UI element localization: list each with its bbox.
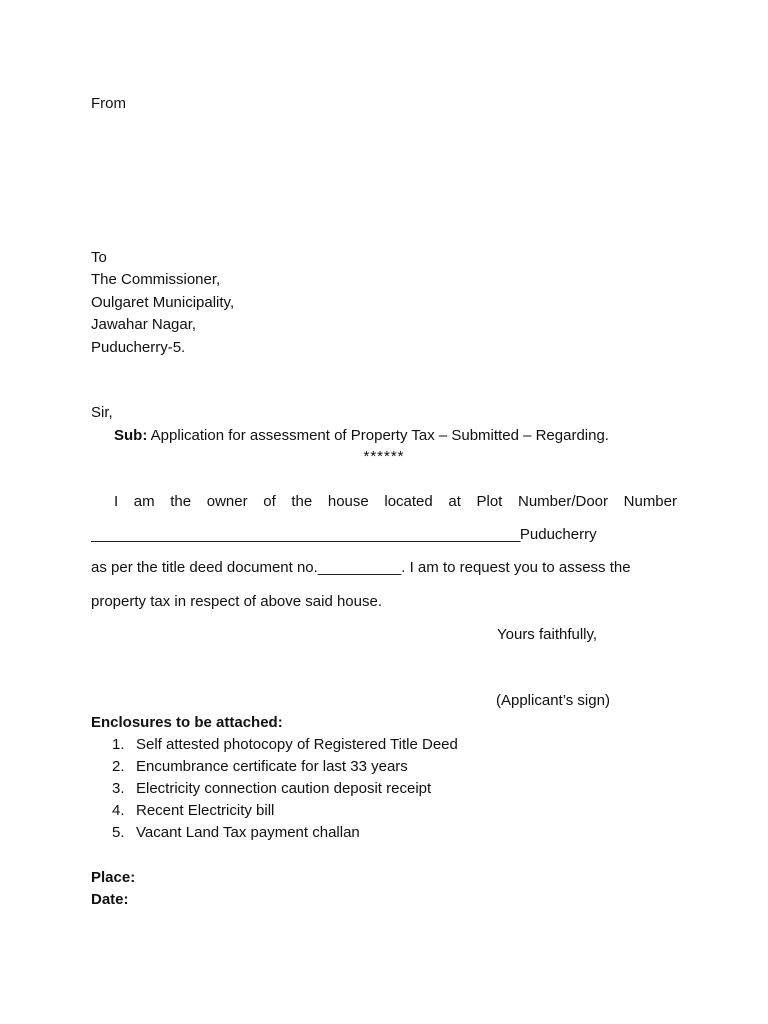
body-text: as per the title deed document no.: [91, 559, 318, 576]
body-word: house: [327, 493, 369, 510]
enclosures-list: [91, 734, 458, 844]
enclosures-title: Enclosures to be attached:: [91, 714, 283, 731]
subject-line: [114, 425, 609, 447]
list-number: 2.: [112, 758, 125, 775]
body-word: Number: [623, 493, 677, 510]
list-number: 1.: [112, 736, 125, 753]
list-text: Encumbrance certificate for last 33 years: [136, 758, 408, 775]
recipient-line: The Commissioner,: [91, 271, 221, 288]
body-word: of: [263, 493, 276, 510]
body-line-2: [91, 524, 677, 546]
body-word: am: [133, 493, 155, 510]
date-label: Date:: [91, 891, 129, 908]
list-number: 5.: [112, 824, 125, 841]
body-line-1: [114, 491, 677, 513]
body-word: at: [448, 493, 461, 510]
list-text: Self attested photocopy of Registered Title Deed: [136, 736, 458, 753]
list-number: 3.: [112, 780, 125, 797]
body-line-3: [91, 557, 631, 579]
deed-number-blank: __________: [317, 559, 402, 576]
list-number: 4.: [112, 802, 125, 819]
from-label: From: [91, 95, 126, 112]
list-text: Vacant Land Tax payment challan: [136, 824, 360, 841]
closing-yours: Yours faithfully,: [497, 626, 598, 643]
salutation: Sir,: [91, 404, 113, 421]
recipient-line: Puducherry-5.: [91, 339, 186, 356]
body-text: . I am to request you to assess the: [401, 559, 631, 576]
applicant-sign: (Applicant’s sign): [496, 692, 610, 709]
list-item: [112, 800, 458, 822]
separator-stars: ******: [363, 448, 405, 465]
body-word: located: [384, 493, 433, 510]
body-word: owner: [206, 493, 248, 510]
list-item: [112, 822, 458, 844]
body-word: the: [170, 493, 192, 510]
body-word: Number/Door: [517, 493, 609, 510]
list-text: Electricity connection caution deposit receipt: [136, 780, 432, 797]
to-label: To: [91, 249, 107, 266]
place-label: Place:: [91, 869, 136, 886]
recipient-line: Jawahar Nagar,: [91, 316, 197, 333]
subject-text: Application for assessment of Property Tax – Submitted – Regarding.: [147, 427, 609, 444]
list-text: Recent Electricity bill: [136, 802, 275, 819]
body-city: Puducherry: [519, 526, 597, 543]
subject-label: Sub:: [114, 427, 148, 444]
body-word: the: [291, 493, 313, 510]
list-item: [112, 778, 458, 800]
body-word: I: [114, 493, 119, 510]
recipient-line: Oulgaret Municipality,: [91, 294, 235, 311]
door-number-blank: ______________________________________________________: [91, 526, 520, 543]
list-item: [112, 734, 458, 756]
body-line-4: property tax in respect of above said house.: [91, 593, 383, 610]
list-item: [112, 756, 458, 778]
body-word: Plot: [476, 493, 503, 510]
